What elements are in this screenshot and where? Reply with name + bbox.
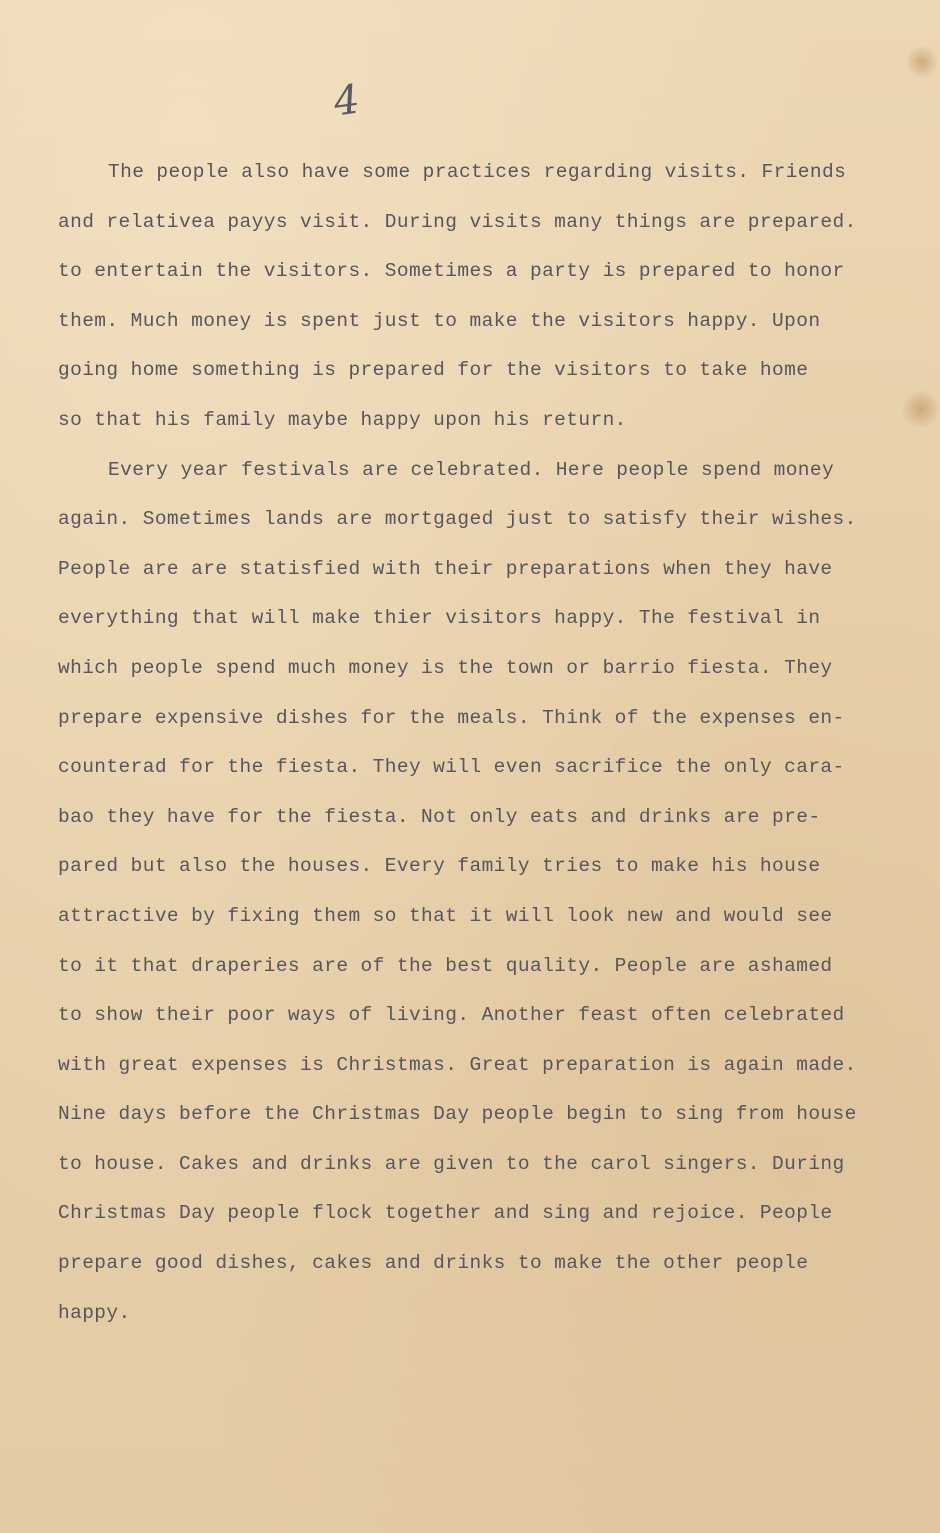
text-line: them. Much money is spent just to make the visitors happy. Upon [58,309,821,332]
text-line: with great expenses is Christmas. Great preparation is again made. [58,1053,857,1076]
text-line: attractive by fixing them so that it will look new and would see [58,904,833,927]
text-line: happy. [58,1301,131,1324]
text-line: and relativea payys visit. During visits many things are prepared. [58,210,857,233]
text-line: Christmas Day people flock together and sing and rejoice. People [58,1202,833,1225]
text-line: going home something is prepared for the visitors to take home [58,359,809,382]
text-line: so that his family maybe happy upon his return. [58,408,627,431]
text-line: to show their poor ways of living. Another feast often celebrated [58,1004,845,1027]
text-line: counterad for the fiesta. They will even sacrifice the only cara- [58,756,845,779]
text-line: again. Sometimes lands are mortgaged just to satisfy their wishes. [58,508,857,531]
paper-stain [902,388,940,430]
text-line: prepare good dishes, cakes and drinks to make the other people [58,1252,809,1275]
text-line: bao they have for the fiesta. Not only eats and drinks are pre- [58,805,821,828]
text-line: to house. Cakes and drinks are given to the carol singers. During [58,1152,845,1175]
page-number: 4 [330,76,363,126]
body-text [58,148,898,1338]
text-line: pared but also the houses. Every family tries to make his house [58,855,821,878]
text-line: to entertain the visitors. Sometimes a party is prepared to honor [58,260,845,283]
paper-stain [905,45,939,79]
text-line: The people also have some practices regarding visits. Friends [108,161,847,183]
text-line: prepare expensive dishes for the meals. Think of the expenses en- [58,706,845,729]
text-line: Every year festivals are celebrated. Here people spend money [108,458,835,481]
text-line: Nine days before the Christmas Day people begin to sing from house [58,1103,857,1126]
text-line: which people spend much money is the town or barrio fiesta. They [58,656,833,679]
text-line: everything that will make thier visitors happy. The festival in [58,607,821,630]
text-line: to it that draperies are of the best quality. People are ashamed [58,954,833,977]
text-line: People are are statisfied with their preparations when they have [58,557,833,580]
